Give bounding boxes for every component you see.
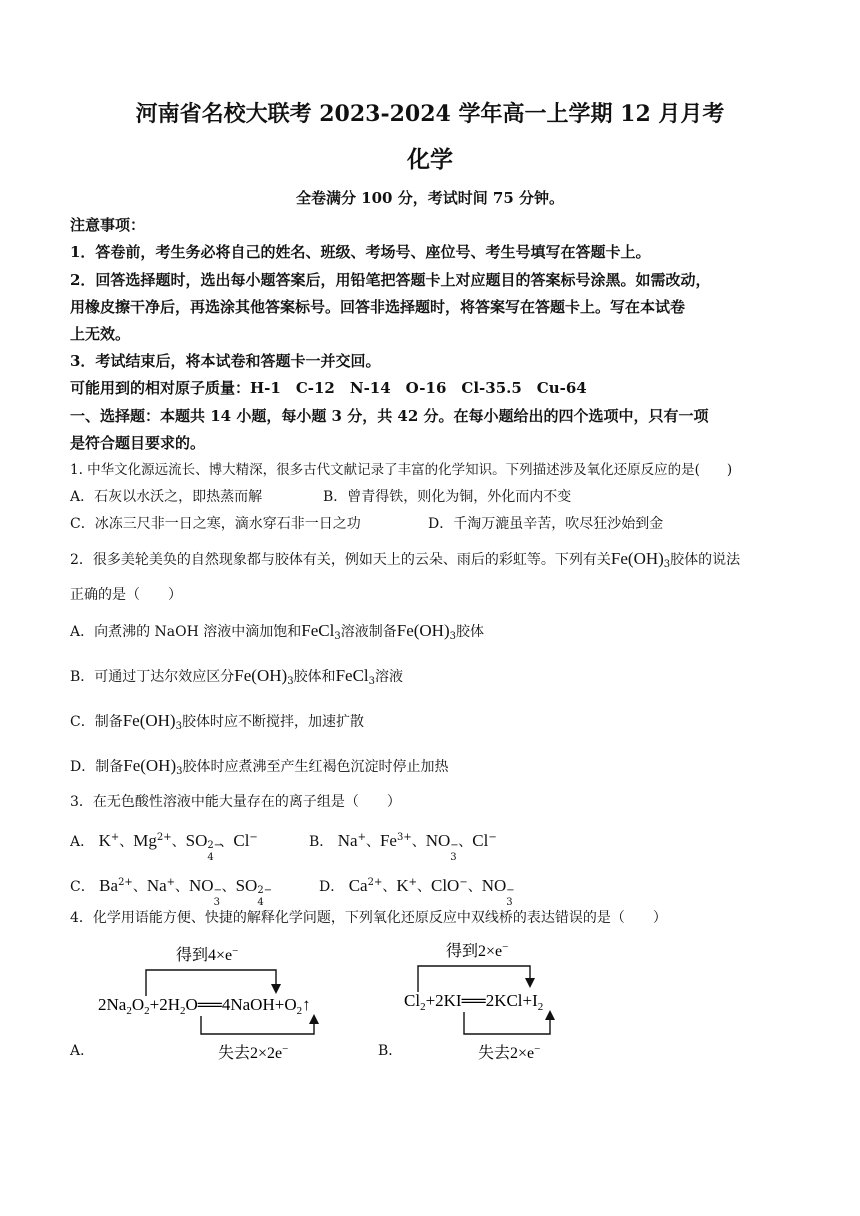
q3-option-a: A． K+、$Mg^{2+}$、SO 2− 4 、Cl−: [70, 831, 258, 863]
reaction-a-lose-arrow: [201, 1016, 314, 1034]
notice-item-3: 3．考试结束后，将本试卷和答题卡一并交回。: [70, 352, 381, 370]
q2-option-d: D．制备$Fe(OH)_3$胶体时应煮沸至产生红褐色沉淀时停止加热: [70, 756, 449, 777]
q2-option-b: B．可通过丁达尔效应区分$Fe(OH)_3$胶体和FeCl$_3$溶液: [70, 666, 403, 687]
reaction-b-gain-arrow: [418, 966, 530, 992]
notice-item-2-line2: 用橡皮擦干净后，再选涂其他答案标号。回答非选择题时，将答案写在答题卡上。写在本试卷: [70, 298, 686, 316]
reaction-a-equation: $2Na_2O_2+2H_2O══4NaOH+O_2↑$: [98, 995, 311, 1017]
reaction-a-diagram: [96, 938, 336, 1063]
subject-title: 化学: [407, 146, 453, 173]
reaction-a-lose-label: 失去2×2e−: [218, 1043, 289, 1062]
reaction-a-gain-arrowhead: [271, 984, 281, 994]
q3-option-c: C． $Ba^{2+}$、Na+、NO − 3 、SO 2− 4: [70, 876, 273, 908]
q2-stem: 2．很多美轮美奂的自然现象都与胶体有关，例如天上的云朵、雨后的彩虹等。下列有关$Fe(OH)_3$胶体的说法: [70, 549, 741, 570]
section-1-line2: 是符合题目要求的。: [70, 434, 206, 452]
reaction-b-lose-label: 失去2×e−: [478, 1043, 541, 1062]
reaction-b-lose-arrowhead: [545, 1010, 555, 1020]
reaction-b-gain-label: 得到2×e−: [446, 941, 509, 960]
reaction-b-gain-arrowhead: [525, 978, 535, 988]
q1-option-a: A．石灰以水沃之，即热蒸而解: [70, 489, 263, 505]
notice-item-1: 1．答卷前，考生务必将自己的姓名、班级、考场号、座位号、考生号填写在答题卡上。: [70, 243, 651, 261]
exam-info: 全卷满分 100 分，考试时间 75 分钟。: [295, 189, 565, 207]
reaction-a-gain-arrow: [146, 970, 276, 996]
q3-stem: 3．在无色酸性溶液中能大量存在的离子组是（ ）: [70, 794, 401, 810]
q3-option-d: D． $Ca^{2+}$、K+、ClO−、NO − 3: [319, 876, 515, 908]
q4-stem: 4．化学用语能方便、快捷的解释化学问题，下列氧化还原反应中双线桥的表达错误的是（ ）: [70, 910, 667, 926]
q4-option-a-label: A．: [70, 1043, 95, 1059]
q1-stem: 1. 中华文化源远流长、博大精深，很多古代文献记录了丰富的化学知识。下列描述涉及氧化还原反应的是( ): [70, 462, 733, 478]
notice-heading: 注意事项：: [70, 216, 146, 234]
section-1-line1: 一、选择题：本题共 14 小题，每小题 3 分，共 42 分。在每小题给出的四个选项中，只有一项: [70, 407, 709, 425]
notice-item-2-line3: 上无效。: [70, 325, 131, 343]
atomic-mass-line: 可能用到的相对原子质量：H-1 C-12 N-14 O-16 Cl-35.5 Cu-64: [70, 379, 587, 397]
q1-option-c: C．冰冻三尺非一日之寒，滴水穿石非一日之功: [70, 516, 361, 532]
reaction-a-gain-label: 得到4×e−: [176, 945, 239, 964]
notice-item-2-line1: 2．回答选择题时，选出每小题答案后，用铅笔把答题卡上对应题目的答案标号涂黑。如需改动，: [70, 271, 711, 289]
reaction-b-diagram: [400, 934, 580, 1064]
q2-option-c: C．制备$Fe(OH)_3$胶体时应不断搅拌，加速扩散: [70, 711, 364, 732]
q1-option-b: B．曾青得铁，则化为铜，外化而内不变: [323, 489, 572, 505]
reaction-b-equation: $Cl_2+2KI══2KCl+I_2$: [404, 991, 544, 1013]
q3-option-b: B． Na+、$Fe^{3+}$、NO − 3 、Cl−: [309, 831, 497, 863]
q1-option-d: D．千淘万漉虽辛苦，吹尽狂沙始到金: [428, 516, 664, 532]
q2-stem-line2: 正确的是（ ）: [70, 587, 182, 603]
reaction-b-lose-arrow: [464, 1012, 550, 1034]
exam-title: 河南省名校大联考 2023-2024 学年高一上学期 12 月月考: [135, 101, 725, 127]
reaction-a-lose-arrowhead: [309, 1014, 319, 1024]
q4-option-b-label: B．: [378, 1043, 403, 1059]
q2-option-a: A．向煮沸的 NaOH 溶液中滴加饱和FeCl$_3$溶液制备$Fe(OH)_3$胶体: [70, 621, 484, 642]
